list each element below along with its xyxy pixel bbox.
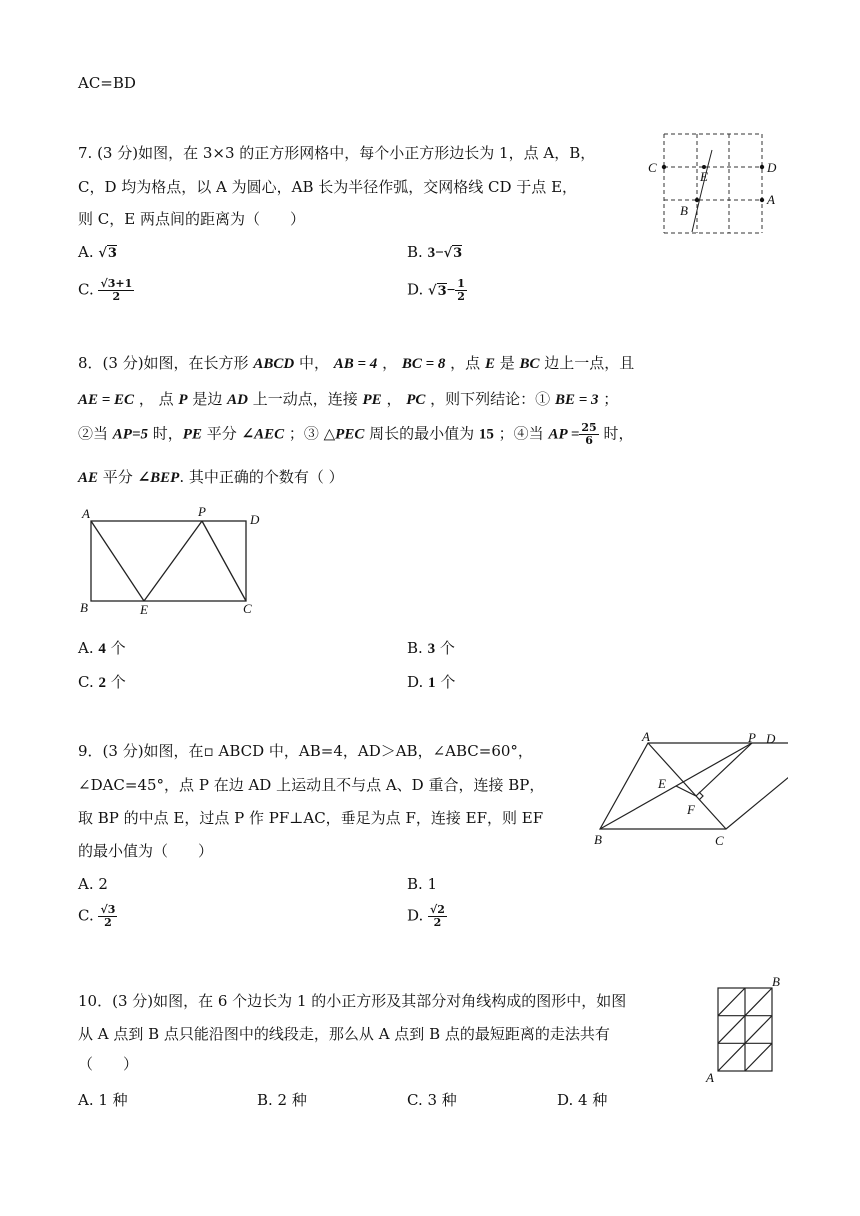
q7-option-a <box>78 243 117 261</box>
q10-option-a: A. 1 种 <box>78 1091 128 1109</box>
label-c: C <box>243 601 252 616</box>
q9-option-a: A. 2 <box>78 875 108 893</box>
q7-option-c <box>78 278 134 303</box>
minus-sign: − <box>446 282 456 299</box>
q8-option-d: D. 1 个 <box>407 673 456 691</box>
sqrt-expression: √3 <box>428 283 447 299</box>
fraction: $\frac{√2}{2}$ <box>430 903 445 929</box>
label-b: B <box>80 600 88 615</box>
fraction: $\frac{25}{6}$ <box>581 421 597 447</box>
q8-stem-line-1: 8．(3 分)如图，在长方形 ABCD 中， AB = 4 ， BC = 8 ，点 E 是 BC 边上一点，且 <box>78 354 635 372</box>
q10-grid-figure <box>700 974 790 1086</box>
math-expression: 3− <box>427 245 444 261</box>
q10-option-c: C. 3 种 <box>407 1091 457 1109</box>
q9-option-d: D. $\frac{√2}{2}$ <box>407 903 445 929</box>
label-c: C <box>648 160 657 175</box>
q9-stem-line-3: 取 BP 的中点 E，过点 P 作 PF⊥AC，垂足为点 F，连接 EF，则 EF <box>78 809 544 827</box>
previous-answer-text: AC=BD <box>78 74 136 92</box>
label-a: A <box>767 192 775 207</box>
fraction: $\frac{√3+1}{2}$ <box>100 277 133 303</box>
q7-stem-line-2: C，D 均为格点，以 A 为圆心，AB 长为半径作弧，交网格线 CD 于点 E， <box>78 178 578 196</box>
label-a: A <box>82 506 90 521</box>
q9-stem-line-4: 的最小值为（ ） <box>78 842 214 860</box>
label-d: D <box>766 731 776 746</box>
label-c: C <box>715 833 724 848</box>
option-label: A. <box>78 243 99 261</box>
q7-option-d <box>407 278 467 303</box>
q7-grid-figure <box>640 128 780 240</box>
sqrt-expression: √3 <box>98 246 117 261</box>
q7-stem-line-1: 7. (3 分)如图，在 3×3 的正方形网格中，每个小正方形边长为 1，点 A，B， <box>78 144 596 162</box>
label-a: A <box>706 1070 714 1085</box>
label-b: B <box>772 974 780 989</box>
label-f: F <box>687 802 695 817</box>
option-label: D. <box>407 280 429 299</box>
q9-stem-line-1: 9．(3 分)如图，在▫ ABCD 中，AB=4，AD＞AB，∠ABC=60°， <box>78 742 533 760</box>
q10-stem-line-2: 从 A 点到 B 点只能沿图中的线段走，那么从 A 点到 B 点的最短距离的走法共有 <box>78 1025 610 1043</box>
q10-stem-line-3: （ ） <box>78 1055 139 1073</box>
q8-option-c: C. 2 个 <box>78 673 126 691</box>
option-label: C. <box>78 280 99 299</box>
q8-stem-line-3: ②当 AP=5 时，PE 平分 ∠AEC ；③ △PEC 周长的最小值为 15 ；④当 AP = $\frac{25}{6}$ 时， <box>78 421 634 447</box>
fraction: $\frac{1}{2}$ <box>457 277 465 303</box>
label-d: D <box>767 160 777 175</box>
q8-stem-line-2: AE = EC ， 点 P 是边 AD 上一动点，连接 PE ， PC ，则下列结论：① BE = 3 ； <box>78 390 619 408</box>
sqrt-expression: √3 <box>443 246 463 261</box>
label-b: B <box>594 832 602 847</box>
fraction: $\frac{√3}{2}$ <box>100 903 116 929</box>
label-b: B <box>680 203 688 218</box>
q9-option-c: C. $\frac{√3}{2}$ <box>78 903 116 929</box>
option-label: B. <box>407 243 428 261</box>
label-e: E <box>140 602 148 616</box>
q7-option-b <box>407 243 462 262</box>
q9-stem-line-2: ∠DAC=45°，点 P 在边 AD 上运动且不与点 A、D 重合，连接 BP， <box>78 776 545 794</box>
label-d: D <box>250 512 260 527</box>
q9-option-b: B. 1 <box>407 875 438 893</box>
label-a: A <box>642 729 650 744</box>
q8-stem-line-4: AE 平分 ∠BEP. 其中正确的个数有（ ） <box>78 468 344 486</box>
label-e: E <box>700 169 708 184</box>
q10-option-d: D. 4 种 <box>557 1091 608 1109</box>
q10-option-b: B. 2 种 <box>257 1091 307 1109</box>
q8-rectangle-figure <box>78 502 268 616</box>
label-p: P <box>748 730 756 745</box>
label-e: E <box>658 776 666 791</box>
q8-option-b: B. 3 个 <box>407 639 455 657</box>
q8-option-a: A. 4 个 <box>78 639 126 657</box>
q9-parallelogram-figure <box>588 728 788 850</box>
q7-stem-line-3: 则 C，E 两点间的距离为（ ） <box>78 210 305 228</box>
q10-stem-line-1: 10．(3 分)如图，在 6 个边长为 1 的小正方形及其部分对角线构成的图形中，如图 <box>78 992 627 1010</box>
label-p: P <box>198 504 206 519</box>
